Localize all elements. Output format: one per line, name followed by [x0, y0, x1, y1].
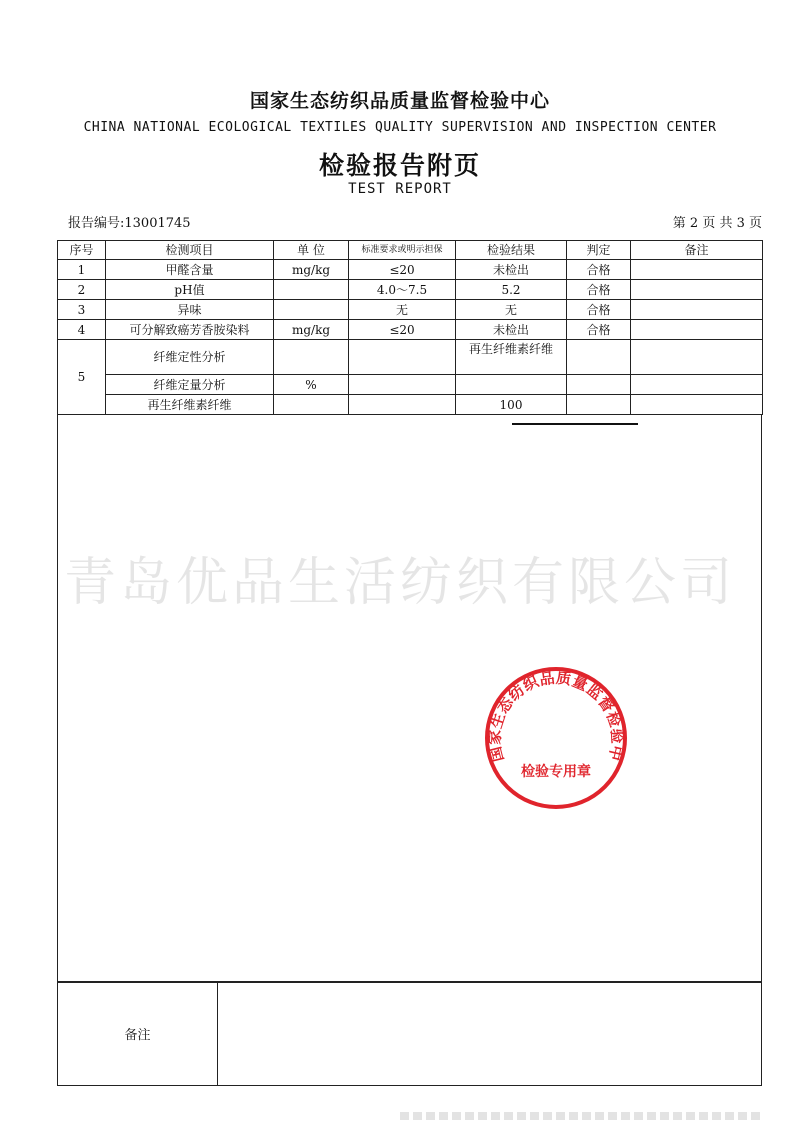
table-row [58, 320, 763, 340]
header-standard: 标准要求或明示担保 [349, 241, 456, 260]
table-row [58, 260, 763, 280]
cell-item: 可分解致癌芳香胺染料 [106, 320, 274, 340]
cell-verdict: 合格 [567, 320, 631, 340]
cell-item: 再生纤维素纤维 [106, 395, 274, 415]
cell-verdict: 合格 [567, 280, 631, 300]
blank-area-frame [57, 415, 762, 982]
cell-no: 4 [58, 320, 106, 340]
table-row [58, 280, 763, 300]
table-row [58, 300, 763, 320]
header-unit: 单 位 [274, 241, 349, 260]
underline-mark [512, 423, 638, 425]
page-info: 第 2 页 共 3 页 [672, 216, 762, 231]
cell-no: 2 [58, 280, 106, 300]
cell-result: 5.2 [456, 280, 567, 300]
cell-result [456, 375, 567, 395]
cell-standard: ≤20 [349, 260, 456, 280]
cell-remark [631, 280, 763, 300]
cell-standard: 无 [349, 300, 456, 320]
cell-item: 纤维定量分析 [106, 375, 274, 395]
cell-verdict [567, 395, 631, 415]
header-no: 序号 [58, 241, 106, 260]
cell-no: 1 [58, 260, 106, 280]
report-number: 报告编号:13001745 [68, 216, 191, 231]
scan-artifact [400, 1112, 764, 1120]
cell-unit [274, 280, 349, 300]
cell-standard [349, 375, 456, 395]
cell-remark [631, 395, 763, 415]
report-title-en: TEST REPORT [348, 181, 452, 197]
cell-remark [631, 340, 763, 375]
cell-item: pH值 [106, 280, 274, 300]
cell-unit [274, 340, 349, 375]
cell-item: 甲醛含量 [106, 260, 274, 280]
cell-standard [349, 395, 456, 415]
report-title-cn: 检验报告附页 [318, 151, 481, 180]
cell-no: 3 [58, 300, 106, 320]
header-verdict: 判定 [567, 241, 631, 260]
watermark-text: 青岛优品生活纺织有限公司 [64, 553, 737, 613]
cell-standard: ≤20 [349, 320, 456, 340]
header-result: 检验结果 [456, 241, 567, 260]
table-header-row [58, 241, 763, 260]
table-row-fiber-qualitative [58, 340, 763, 375]
cell-unit: mg/kg [274, 260, 349, 280]
cell-standard [349, 340, 456, 375]
cell-verdict: 合格 [567, 300, 631, 320]
cell-result: 未检出 [456, 320, 567, 340]
header-remark: 备注 [631, 241, 763, 260]
cell-unit: mg/kg [274, 320, 349, 340]
cell-no: 5 [58, 340, 106, 415]
cell-remark [631, 260, 763, 280]
inspection-seal-icon [482, 664, 630, 812]
cell-standard: 4.0～7.5 [349, 280, 456, 300]
results-table [57, 240, 763, 415]
header-item: 检测项目 [106, 241, 274, 260]
cell-result: 未检出 [456, 260, 567, 280]
table-row-fiber-content [58, 395, 763, 415]
org-title-cn: 国家生态纺织品质量监督检验中心 [249, 90, 550, 112]
org-title-en: CHINA NATIONAL ECOLOGICAL TEXTILES QUALITY SUPERVISION AND INSPECTION CENTER [83, 120, 717, 135]
table-row-fiber-quantitative [58, 375, 763, 395]
cell-verdict: 合格 [567, 260, 631, 280]
cell-unit [274, 395, 349, 415]
cell-remark [631, 375, 763, 395]
seal-center-text: 检验专用章 [521, 764, 591, 780]
cell-remark [631, 320, 763, 340]
cell-unit: % [274, 375, 349, 395]
remarks-label: 备注 [124, 1028, 151, 1043]
cell-item: 异味 [106, 300, 274, 320]
svg-text:国家生态纺织品质量监督检验中心 [482, 664, 626, 764]
cell-verdict [567, 340, 631, 375]
cell-result: 无 [456, 300, 567, 320]
cell-verdict [567, 375, 631, 395]
cell-result: 再生纤维素纤维 [456, 340, 567, 375]
cell-result: 100 [456, 395, 567, 415]
cell-remark [631, 300, 763, 320]
cell-unit [274, 300, 349, 320]
cell-item: 纤维定性分析 [106, 340, 274, 375]
seal-ring-text: 国家生态纺织品质量监督检验中 [485, 668, 627, 764]
